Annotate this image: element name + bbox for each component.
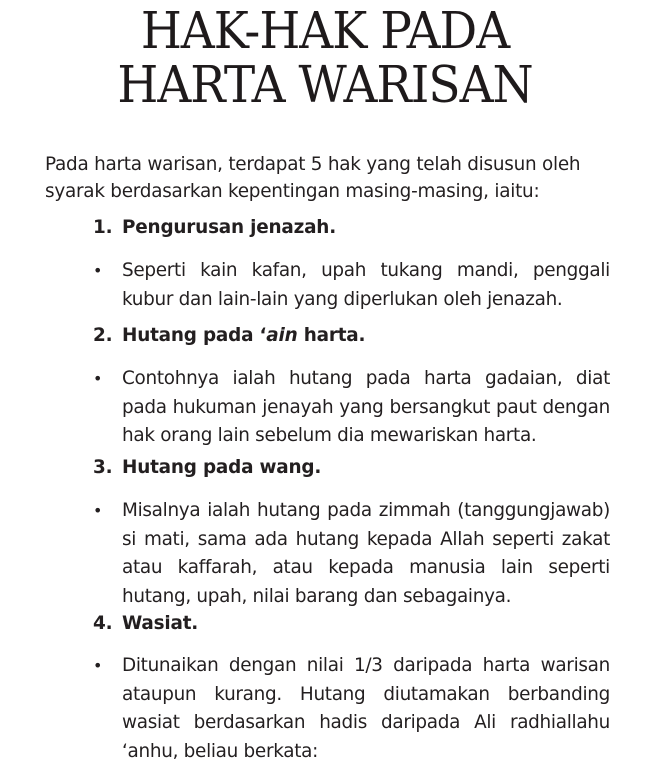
item-2-number: 2. <box>93 325 113 346</box>
item-4-bullet-text: Ditunaikan dengan nilai 1/3 daripada harta warisan ataupun kurang. Hutang diutamakan berbanding wasiat berdasarkan hadis daripada Ali radhiallahu ‘anhu, beliau berkata: <box>122 655 610 762</box>
item-1-heading-text: Pengurusan jenazah. <box>122 217 336 238</box>
intro-paragraph: Pada harta warisan, terdapat 5 hak yang telah disusun oleh syarak berdasarkan kepentingan masing-masing, iaitu: <box>45 154 581 202</box>
bullet-icon: • <box>93 261 103 280</box>
title-line-2: HARTA WARISAN <box>117 55 533 116</box>
bullet-icon: • <box>93 656 103 675</box>
item-1-heading <box>93 214 336 241</box>
item-2-heading-after: harta. <box>297 325 366 346</box>
item-3-heading <box>93 454 321 481</box>
item-4-heading <box>93 610 198 637</box>
bullet-icon: • <box>93 369 103 388</box>
item-4-number: 4. <box>93 613 113 634</box>
item-1-number: 1. <box>93 217 113 238</box>
item-3-bullet-text: Misalnya ialah hutang pada zimmah (tanggungjawab) si mati, sama ada hutang kepada Allah seperti zakat atau kaffarah, atau kepada manusia lain seperti hutang, upah, nilai barang dan sebagainya. <box>122 500 610 607</box>
item-2-heading <box>93 322 365 349</box>
item-4-heading-text: Wasiat. <box>122 613 199 634</box>
item-2-heading-before: Hutang pada ‘ <box>122 325 267 346</box>
item-1-bullet-text: Seperti kain kafan, upah tukang mandi, penggali kubur dan lain-lain yang diperlukan oleh jenazah. <box>122 260 610 310</box>
bullet-icon: • <box>93 501 103 520</box>
title-line-1: HAK-HAK PADA <box>140 1 510 62</box>
item-2-bullet-text: Contohnya ialah hutang pada harta gadaian, diat pada hukuman jenayah yang bersangkut paut dengan hak orang lain sebelum dia mewariskan harta. <box>122 368 610 446</box>
item-3-number: 3. <box>93 457 113 478</box>
item-3-heading-text: Hutang pada wang. <box>122 457 322 478</box>
item-2-heading-italic: ain <box>266 325 298 346</box>
